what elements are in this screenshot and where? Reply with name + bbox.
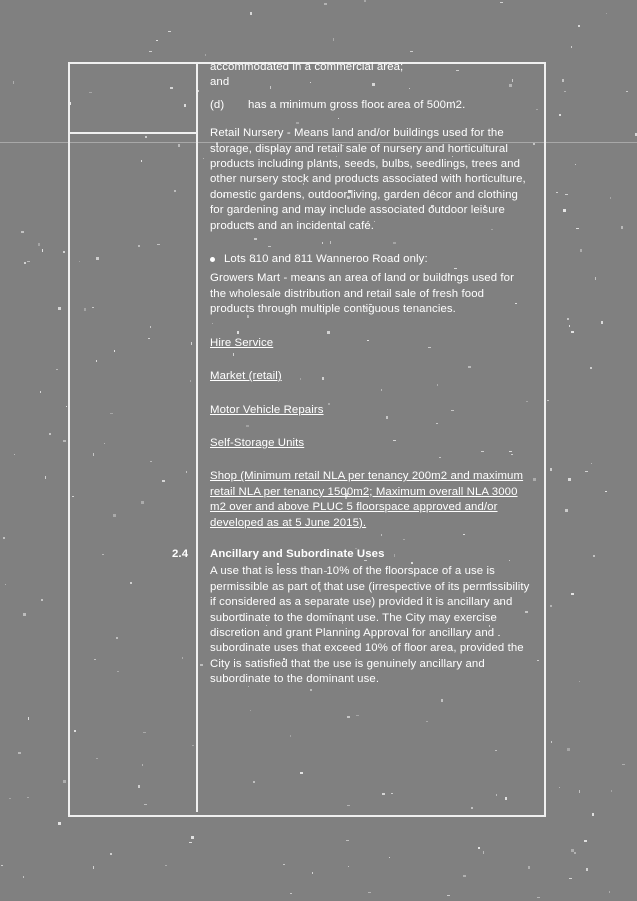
scan-speckle — [590, 367, 592, 369]
table-column-divider — [196, 62, 198, 812]
scan-speckle — [45, 476, 46, 479]
scan-speckle — [63, 780, 66, 783]
scan-speckle — [9, 798, 11, 799]
scan-speckle — [13, 81, 14, 84]
scan-speckle — [569, 878, 572, 879]
scan-speckle — [41, 599, 43, 601]
scan-speckle — [586, 868, 588, 871]
scan-speckle — [606, 13, 607, 14]
scan-speckle — [564, 91, 566, 92]
scan-speckle — [348, 866, 349, 867]
scan-speckle — [559, 114, 561, 116]
scan-speckle — [56, 369, 58, 370]
scan-speckle — [447, 895, 450, 896]
scan-speckle — [528, 866, 530, 869]
section-heading: Ancillary and Subordinate Uses — [210, 547, 385, 560]
scan-speckle — [591, 463, 592, 464]
scan-speckle — [622, 764, 625, 765]
use-item-hire-service: Hire Service — [210, 336, 274, 349]
scan-speckle — [593, 555, 595, 557]
document-text-column — [172, 60, 530, 688]
scan-speckle — [110, 853, 112, 855]
scan-speckle — [571, 46, 572, 48]
section-2-4 — [172, 547, 530, 688]
scan-speckle — [567, 318, 569, 320]
scan-speckle — [550, 605, 552, 607]
scan-speckle — [156, 40, 158, 41]
lots-heading: Lots 810 and 811 Wanneroo Road only: — [224, 253, 428, 266]
scan-speckle — [333, 38, 334, 41]
scan-speckle — [368, 892, 371, 893]
scan-speckle — [559, 787, 560, 788]
scan-speckle — [500, 2, 503, 3]
use-item-self-storage-units: Self-Storage Units — [210, 436, 305, 449]
scan-speckle — [21, 231, 24, 233]
scan-speckle — [364, 0, 366, 2]
clause-d-text: has a minimum gross floor area of 500m2. — [248, 98, 466, 111]
clause-d — [210, 98, 530, 113]
scan-speckle — [574, 852, 576, 854]
scan-speckle — [14, 454, 15, 455]
scan-speckle — [621, 226, 623, 229]
scan-speckle — [191, 836, 194, 839]
scan-speckle — [567, 748, 570, 751]
fragment-paragraph — [210, 60, 530, 91]
scan-speckle — [58, 307, 61, 310]
scan-speckle — [605, 491, 607, 492]
scan-speckle — [1, 865, 3, 866]
scan-speckle — [575, 164, 576, 165]
scan-speckle — [283, 864, 285, 865]
scan-speckle — [250, 12, 252, 15]
scan-speckle — [550, 468, 552, 471]
scan-speckle — [578, 25, 580, 27]
table-row-divider — [68, 132, 198, 134]
section-body: A use that is less than 10% of the floorspace of a use is permissible as part of that use (irrespective of its permissibility if considered as a separate use) provided it is ancillary and subordinate to the dominant use. The City may exercise discretion and grant Planning Approval for ancillary and subordinate uses that exceed 10% of floor area, provided the City is satisfied that the use is genuinely ancillary and subordinate to the dominant use. — [210, 565, 530, 686]
scan-speckle — [42, 249, 43, 252]
scan-speckle — [551, 741, 552, 743]
scan-speckle — [58, 822, 61, 825]
scan-speckle — [40, 391, 41, 393]
lots-bullet-item — [210, 252, 530, 267]
scan-speckle — [537, 897, 540, 898]
fragment-line-2: and — [210, 76, 230, 89]
scan-speckle — [27, 797, 29, 798]
scan-speckle — [611, 790, 612, 792]
scan-speckle — [592, 813, 594, 816]
clause-d-label: (d) — [210, 98, 225, 111]
scan-speckle — [571, 593, 574, 595]
scan-speckle — [290, 893, 292, 894]
scan-speckle — [483, 851, 484, 854]
scan-speckle — [556, 192, 558, 193]
scan-speckle — [463, 875, 466, 877]
scan-speckle — [547, 400, 549, 401]
growers-mart-definition: Growers Mart - means an area of land or buildings used for the wholesale distribution and retail sale of fresh food products through multiple contiguous tenancies. — [210, 272, 514, 316]
scan-speckle — [563, 209, 566, 212]
scan-speckle — [28, 717, 29, 720]
scan-speckle — [149, 51, 152, 52]
scan-speckle — [571, 331, 574, 333]
scan-speckle — [626, 91, 628, 92]
scan-speckle — [38, 243, 40, 246]
scan-speckle — [609, 891, 610, 893]
scan-speckle — [205, 54, 206, 56]
scan-speckle — [389, 857, 390, 858]
scan-speckle — [410, 51, 413, 52]
scan-speckle — [562, 79, 564, 82]
scan-speckle — [579, 790, 580, 793]
scan-speckle — [23, 613, 26, 616]
scan-speckle — [478, 847, 480, 849]
scan-speckle — [579, 681, 580, 682]
scan-speckle — [165, 865, 167, 866]
shop-definition: Shop (Minimum retail NLA per tenancy 200m2 and maximum retail NLA per tenancy 1500m2; Maximum overall NLA 3000 m2 over and above PLUC 5 floorspace approved and/or developed as at 5 June 2015). — [210, 470, 524, 529]
section-number: 2.4 — [172, 547, 189, 560]
scan-speckle — [565, 194, 568, 195]
scan-speckle — [580, 249, 582, 252]
scan-speckle — [324, 3, 327, 5]
scan-speckle — [93, 866, 94, 869]
scan-speckle — [168, 31, 171, 32]
scan-speckle — [49, 433, 51, 435]
scan-speckle — [66, 406, 67, 407]
scan-speckle — [565, 509, 568, 512]
scan-speckle — [3, 537, 5, 539]
scan-speckle — [585, 471, 588, 472]
scan-speckle — [5, 584, 6, 585]
scan-speckle — [595, 277, 596, 280]
fragment-line-1: accommodated in a commercial area; — [210, 61, 404, 73]
scan-speckle — [576, 228, 579, 229]
scan-speckle — [610, 197, 611, 199]
scan-speckle — [63, 251, 65, 253]
bullet-point-icon — [210, 257, 215, 262]
scan-speckle — [569, 325, 570, 327]
scan-speckle — [346, 840, 349, 841]
use-item-market-retail: Market (retail) — [210, 370, 282, 383]
scan-speckle — [27, 261, 30, 262]
use-item-motor-vehicle-repairs: Motor Vehicle Repairs — [210, 403, 324, 416]
scan-speckle — [63, 440, 66, 442]
scan-speckle — [23, 876, 24, 878]
scan-speckle — [584, 840, 587, 842]
scan-speckle — [24, 262, 26, 264]
retail-nursery-definition: Retail Nursery - Means land and/or buildings used for the storage, display and retail sale of nursery and horticultural products including plants, seeds, bulbs, seedlings, trees and other nursery stock and products associated with horticulture, domestic gardens, outdoor living, garden décor and clothing for gardening and may include associated outdoor leisure products and an incidental café. — [210, 127, 526, 232]
scan-speckle — [18, 752, 21, 754]
scan-speckle — [568, 478, 571, 481]
scan-speckle — [189, 842, 192, 843]
scan-speckle — [601, 321, 603, 324]
scan-speckle — [312, 872, 313, 874]
